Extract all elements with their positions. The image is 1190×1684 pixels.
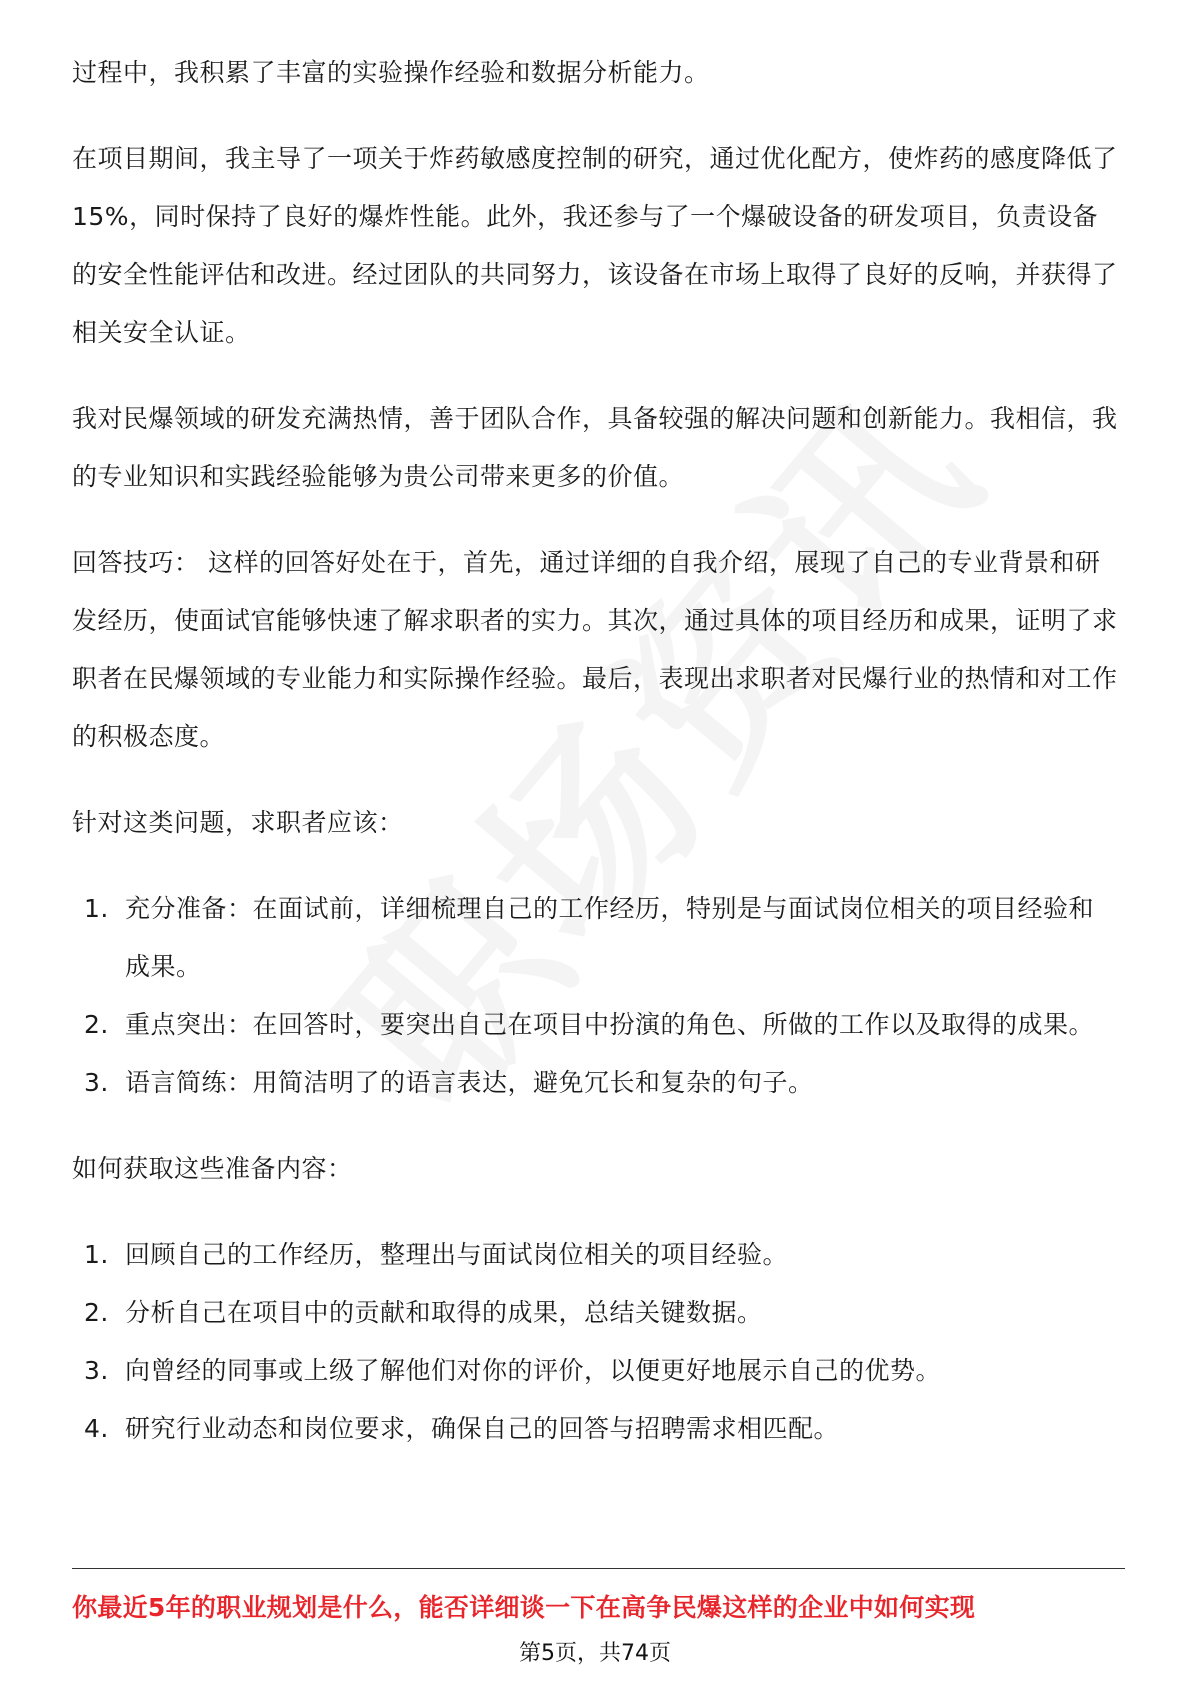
- list-number: 3.: [84, 1356, 109, 1385]
- page-number: 第5页，共74页: [519, 1641, 671, 1666]
- list-number: 3.: [84, 1068, 109, 1097]
- list-item-text: 分析自己在项目中的贡献和取得的成果，总结关键数据。: [125, 1298, 763, 1327]
- paragraph: 我对民爆领域的研发充满热情，善于团队合作，具备较强的解决问题和创新能力。我相信，我的专业知识和实践经验能够为贵公司带来更多的价值。: [72, 404, 1118, 491]
- next-question-link[interactable]: 你最近5年的职业规划是什么，能否详细谈一下在高争民爆这样的企业中如何实现: [72, 1593, 976, 1622]
- list-item: [72, 1400, 1118, 1458]
- list-item-text: 研究行业动态和岗位要求，确保自己的回答与招聘需求相匹配。: [125, 1414, 840, 1443]
- list-number: 1.: [84, 1240, 109, 1269]
- footer-divider: [72, 1568, 1125, 1569]
- paragraph: 如何获取这些准备内容：: [72, 1154, 353, 1183]
- preparation-advice-list: [72, 880, 1118, 1112]
- preparation-sources-list: [72, 1226, 1118, 1458]
- list-item: [72, 1226, 1118, 1284]
- list-number: 2.: [84, 1298, 109, 1327]
- list-item-text: 重点突出：在回答时，要突出自己在项目中扮演的角色、所做的工作以及取得的成果。: [125, 1010, 1095, 1039]
- answer-tips-paragraph: 回答技巧： 这样的回答好处在于，首先，通过详细的自我介绍，展现了自己的专业背景和研发经历，使面试官能够快速了解求职者的实力。其次，通过具体的项目经历和成果，证明了求职者在民爆领域的专业能力和实际操作经验。最后，表现出求职者对民爆行业的热情和对工作的积极态度。: [72, 548, 1118, 751]
- list-item: [72, 1342, 1118, 1400]
- list-item-text: 向曾经的同事或上级了解他们对你的评价，以便更好地展示自己的优势。: [125, 1356, 942, 1385]
- paragraph: 针对这类问题，求职者应该：: [72, 808, 404, 837]
- list-number: 4.: [84, 1414, 109, 1443]
- list-item: [72, 996, 1118, 1054]
- list-item-text: 充分准备：在面试前，详细梳理自己的工作经历，特别是与面试岗位相关的项目经验和成果。: [125, 894, 1095, 981]
- list-item: [72, 1284, 1118, 1342]
- list-item: [72, 880, 1118, 996]
- list-item-text: 语言简练：用简洁明了的语言表达，避免冗长和复杂的句子。: [125, 1068, 814, 1097]
- list-item-text: 回顾自己的工作经历，整理出与面试岗位相关的项目经验。: [125, 1240, 789, 1269]
- paragraph: 在项目期间，我主导了一项关于炸药敏感度控制的研究，通过优化配方，使炸药的感度降低了15%，同时保持了良好的爆炸性能。此外，我还参与了一个爆破设备的研发项目，负责设备的安全性能评估和改进。经过团队的共同努力，该设备在市场上取得了良好的反响，并获得了相关安全认证。: [72, 144, 1118, 347]
- list-number: 2.: [84, 1010, 109, 1039]
- page-content: [72, 44, 1118, 1486]
- list-item: [72, 1054, 1118, 1112]
- list-number: 1.: [84, 894, 109, 923]
- paragraph: 过程中，我积累了丰富的实验操作经验和数据分析能力。: [72, 58, 710, 87]
